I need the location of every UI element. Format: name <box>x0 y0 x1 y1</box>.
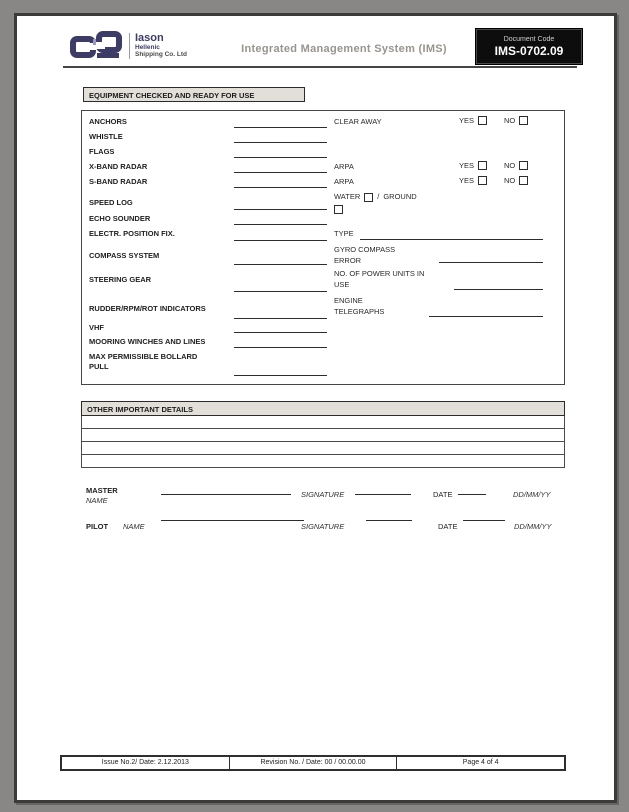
details-empty-row[interactable] <box>81 455 565 468</box>
form-page <box>14 13 617 803</box>
fill-in-line[interactable] <box>234 332 327 333</box>
document-code-label: Document Code <box>503 35 555 43</box>
document-code-box <box>475 28 583 65</box>
fill-in-line[interactable] <box>234 157 327 158</box>
no-checkbox[interactable] <box>519 116 528 125</box>
yes-label: YES <box>459 116 475 125</box>
master-signature-line[interactable] <box>355 494 411 495</box>
row-label: STEERING GEAR <box>89 275 152 284</box>
pilot-date-format: DD/MM/YY <box>514 522 552 531</box>
water-label: WATER <box>334 192 361 201</box>
details-empty-row[interactable] <box>81 442 565 455</box>
fill-in-line[interactable] <box>234 264 327 265</box>
equipment-row <box>82 175 564 190</box>
yes-checkbox[interactable] <box>478 116 487 125</box>
no-label: NO <box>504 116 516 125</box>
footer-page-number: Page 4 of 4 <box>396 757 564 769</box>
footer-revision: Revision No. / Date: 00 / 00.00.00 <box>229 757 397 769</box>
master-date-line[interactable] <box>458 494 486 495</box>
yes-no-group <box>459 176 528 185</box>
fill-in-line[interactable] <box>234 209 327 210</box>
logo-line2: Hellenic <box>135 43 160 51</box>
yes-checkbox[interactable] <box>478 161 487 170</box>
pilot-date-label: DATE <box>438 522 458 531</box>
row-label: MAX PERMISSIBLE BOLLARD PULL <box>89 352 198 371</box>
no-label: NO <box>504 176 516 185</box>
master-role-label: MASTER <box>86 486 118 495</box>
fill-in-line[interactable] <box>234 291 327 292</box>
type-fill-in-line[interactable] <box>360 239 543 240</box>
pilot-signature-line[interactable] <box>366 520 412 521</box>
master-date-format: DD/MM/YY <box>513 490 551 499</box>
row-sublabel <box>334 245 395 266</box>
equipment-row <box>82 335 564 350</box>
logo-line3: Shipping Co. Ltd <box>135 50 187 58</box>
fill-in-line[interactable] <box>234 142 327 143</box>
fill-in-line[interactable] <box>234 172 327 173</box>
equipment-row <box>82 321 564 335</box>
ground-label: GROUND <box>383 192 417 201</box>
sublabel-line1: ENGINE <box>334 296 363 305</box>
row-label: VHF <box>89 323 104 332</box>
row-label: X-BAND RADAR <box>89 162 148 171</box>
row-label: WHISTLE <box>89 132 123 141</box>
row-label: S-BAND RADAR <box>89 177 148 186</box>
row-label: RUDDER/RPM/ROT INDICATORS <box>89 304 206 313</box>
footer-table <box>60 755 566 771</box>
details-empty-row[interactable] <box>81 429 565 442</box>
gyro-error-fill-in-line[interactable] <box>439 262 543 263</box>
fill-in-line[interactable] <box>234 318 327 319</box>
water-checkbox[interactable] <box>364 193 373 202</box>
logo-glyph-icon <box>69 30 123 62</box>
equipment-table <box>81 110 565 385</box>
separator: / <box>377 192 380 201</box>
logo-company-name: Iason <box>135 32 164 45</box>
row-label: ANCHORS <box>89 117 127 126</box>
logo-text <box>129 33 187 58</box>
row-label: FLAGS <box>89 147 115 156</box>
fill-in-line[interactable] <box>234 375 327 376</box>
power-units-fill-in-line[interactable] <box>454 289 543 290</box>
telegraphs-fill-in-line[interactable] <box>429 316 543 317</box>
equipment-row <box>82 267 564 294</box>
master-name-line[interactable] <box>161 494 291 495</box>
other-details-section <box>81 401 565 468</box>
yes-label: YES <box>459 176 475 185</box>
details-empty-row[interactable] <box>81 416 565 429</box>
row-sublabel <box>334 269 424 290</box>
yes-checkbox[interactable] <box>478 176 487 185</box>
document-title: Integrated Management System (IMS) <box>241 43 447 55</box>
row-label: COMPASS SYSTEM <box>89 251 160 260</box>
company-logo <box>69 30 187 62</box>
equipment-row <box>82 160 564 175</box>
row-sublabel <box>334 296 384 317</box>
sublabel-line1: NO. OF POWER UNITS IN <box>334 269 425 278</box>
row-label: MOORING WINCHES AND LINES <box>89 337 206 346</box>
sublabel-line2: TELEGRAPHS <box>334 306 385 316</box>
equipment-section-header: EQUIPMENT CHECKED AND READY FOR USE <box>83 87 305 102</box>
pilot-signature-label: SIGNATURE <box>301 522 345 531</box>
pilot-date-line[interactable] <box>463 520 505 521</box>
header-divider <box>63 66 577 68</box>
row-question: ARPA <box>334 162 354 171</box>
equipment-row <box>82 145 564 160</box>
type-label: TYPE <box>334 229 354 238</box>
equipment-row <box>82 243 564 267</box>
equipment-row <box>82 190 564 212</box>
sublabel-line2: ERROR <box>334 255 362 265</box>
equipment-row <box>82 294 564 321</box>
sublabel-line1: GYRO COMPASS <box>334 245 396 254</box>
row-label: ECHO SOUNDER <box>89 214 151 223</box>
no-label: NO <box>504 161 516 170</box>
sublabel-line2: USE <box>334 279 350 289</box>
equipment-row <box>82 115 564 130</box>
fill-in-line[interactable] <box>234 127 327 128</box>
fill-in-line[interactable] <box>234 187 327 188</box>
equipment-row <box>82 350 564 378</box>
equipment-row <box>82 212 564 227</box>
row-label: ELECTR. POSITION FIX. <box>89 229 175 238</box>
yes-label: YES <box>459 161 475 170</box>
yes-no-group <box>459 116 528 125</box>
master-name-label: NAME <box>86 496 108 505</box>
pilot-role-label: PILOT <box>86 522 109 531</box>
fill-in-line[interactable] <box>234 347 327 348</box>
equipment-row <box>82 227 564 243</box>
footer-issue: Issue No.2/ Date: 2.12.2013 <box>101 759 189 766</box>
no-checkbox[interactable] <box>519 176 528 185</box>
row-question: ARPA <box>334 177 354 186</box>
row-question: CLEAR AWAY <box>334 117 382 126</box>
pilot-name-label: NAME <box>123 522 145 531</box>
fill-in-line[interactable] <box>234 224 327 225</box>
document-code-value: IMS-0702.09 <box>494 43 564 58</box>
pilot-name-line[interactable] <box>161 520 304 521</box>
other-details-header: OTHER IMPORTANT DETAILS <box>81 401 565 416</box>
master-signature-label: SIGNATURE <box>301 490 345 499</box>
yes-no-group <box>459 161 528 170</box>
fill-in-line[interactable] <box>234 240 327 241</box>
master-date-label: DATE <box>433 490 453 499</box>
equipment-row <box>82 130 564 145</box>
no-checkbox[interactable] <box>519 161 528 170</box>
row-label: SPEED LOG <box>89 198 133 207</box>
